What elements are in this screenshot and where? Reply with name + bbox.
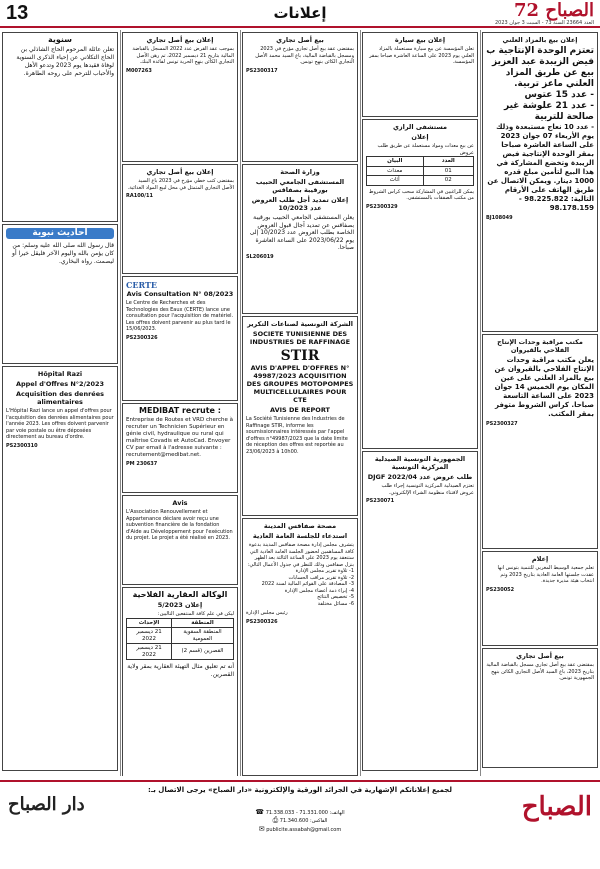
ad-certe bbox=[122, 276, 238, 401]
ad-ref: PS2300310 bbox=[6, 442, 38, 449]
ad-subtitle: AVIS D'APPEL D'OFFRES N° 49987/2023 ACQUISITION DES GROUPES MOTOPOMPES MULTICELLULAIRES POUR CTE bbox=[246, 364, 354, 404]
agenda-item: 4- إبراء ذمة أعضاء مجلس الإدارة bbox=[284, 587, 354, 594]
table-cell: 21 ديسمبر 2022 bbox=[127, 644, 172, 660]
ad-text: يعلن مكتب مراقبة وحدات الإنتاج الفلاحي بالقيروان عن بيع بالمزاد العلني على عين المكان يوم الخميس 14 جوان 2023 على الساعة التاسعة صباحا. كراس الشروط متوفر بمقر المكتب. bbox=[494, 356, 594, 418]
ad-signature: رئيس مجلس الإدارة bbox=[246, 610, 288, 616]
ad-table bbox=[126, 618, 234, 661]
ad-land-agency bbox=[122, 587, 238, 776]
column-1 bbox=[480, 30, 600, 776]
ad-title: مستشفى الرازي bbox=[392, 123, 448, 131]
ad-bourguiba-hospital bbox=[242, 164, 358, 314]
ad-title: مصحة صفاقس المدينة bbox=[263, 522, 337, 530]
agenda-item: 6- مسائل مختلفة bbox=[317, 600, 354, 607]
ad-text: يتشرف مجلس إدارة مصحة صفاقس المدينة بدعوة كافة المساهمين لحضور الجلسة العامة العادية التي ستنعقد يوم 2023 على الساعة الثالثة بعد الظهر بنزل صفاقس وذلك للنظر في جدول الأعمال التالي: bbox=[247, 542, 354, 568]
ad-business-sale-3 bbox=[122, 32, 238, 162]
ad-title: الشركة التونسية لصناعات التكرير bbox=[247, 320, 353, 328]
section-title: إعلانات bbox=[273, 4, 327, 22]
ad-item: - عدد 15 عتوس bbox=[524, 90, 594, 100]
logo-number: 72 bbox=[514, 0, 540, 21]
ad-text: تعتزم الوحدة الإنتاجية ب فيض الزيبدة عبد العزيز بيع عن طريق المزاد العلني ماعز تربية. bbox=[486, 46, 594, 89]
ad-title: Avis bbox=[172, 499, 188, 507]
footer-title: لجميع إعلاناتكم الإشهارية في الجرائد الورقية والإلكترونية «دار الصباح» يرجى الاتصال بـ: bbox=[148, 786, 452, 794]
ad-business-sale-2 bbox=[242, 32, 358, 162]
ad-text: بمقتضى عقد بيع أصل تجاري مؤرخ في 2023 ومسجل بالقباضة المالية، باع السيد محمد الأصل التجاري الكائن بنهج تونس. bbox=[255, 46, 354, 65]
table-cell: أثاث bbox=[367, 176, 424, 186]
ad-title: Hôpital Razi bbox=[37, 370, 83, 378]
table-row bbox=[127, 628, 234, 644]
ad-title: إعلان بيع سيارة bbox=[394, 36, 446, 44]
fax-icon: ⎙ bbox=[272, 816, 279, 824]
ad-text: يعلن المستشفى الجامعي الحبيب بورقيبة بصفاقس عن تمديد آجال قبول العروض الخاصة بطلب العروض عدد 10/2023 إلى يوم 2023/06/22 على الساعة العاشرة صباحا. bbox=[249, 214, 354, 251]
ad-item: - عدد 21 علوشة غير صالحة للتربية bbox=[504, 101, 594, 122]
page-footer bbox=[0, 780, 600, 869]
table-cell: 01 bbox=[423, 166, 474, 176]
logo-text: الصباح bbox=[545, 0, 594, 21]
footer-contacts bbox=[180, 808, 420, 833]
table-header: المنطقة bbox=[171, 618, 233, 628]
ad-title: إعلان بيع أصل تجاري bbox=[146, 36, 214, 44]
agenda-item: 2- تلاوة تقرير مراقب الحسابات bbox=[288, 574, 354, 581]
ad-title: بيع أصل تجاري bbox=[516, 652, 564, 660]
ad-ref: SL206019 bbox=[246, 253, 274, 260]
ad-title: مكتب مراقبة وحدات الإنتاج الفلاحي بالقيروان bbox=[497, 338, 583, 354]
ad-subtitle: Appel d'Offres N°2/2023 bbox=[15, 380, 105, 388]
ad-subtitle-2: AVIS DE REPORT bbox=[270, 406, 330, 414]
ad-title-fr: SOCIETE TUNISIENNE DES INDUSTRIES DE RAFFINAGE bbox=[249, 330, 351, 346]
ad-medibat bbox=[122, 403, 238, 493]
ad-text: تعلن عائلة المرحوم الحاج الشاذلي بن الحاج التكلاني عن إحياء الذكرى السنوية لوفاة فقيدها يوم 2023 وتدعو الأهل والأحباب للترحم على روحه الطاهرة. bbox=[16, 46, 114, 77]
ad-subtitle: استدعاء للجلسة العامة العادية bbox=[252, 532, 348, 540]
table-cell: 21 ديسمبر 2022 bbox=[127, 628, 172, 644]
ad-text: بمقتضى عقد بيع أصل تجاري مسجل بالقباضة المالية بتاريخ 2023، باع السيد الأصل التجاري الكائن بنهج الجمهورية تونس. bbox=[486, 662, 594, 681]
email-icon: ✉ bbox=[258, 825, 265, 833]
ad-text: بموجب عقد القرض عدد 2022 المسجل بالقباضة المالية بتاريخ 21 ديسمبر 2022، تم رهن الأصل التجاري الكائن بنهج الحرية تونس لفائدة البنك. bbox=[132, 46, 234, 65]
ad-text: يمكن للراغبين في المشاركة سحب كراس الشروط من مكتب الصفقات بالمستشفى. bbox=[368, 188, 474, 201]
masthead-logo bbox=[514, 0, 594, 21]
footer-phone: ☎ الهاتف: 71.331.000 - 71.338.033 bbox=[255, 808, 345, 816]
table-header: البيان bbox=[367, 157, 424, 167]
ad-text: تعلم جمعية الوسيط المغربي للتنمية بتونس انها عقدت جلستها العامة العادية بتاريخ 2023 وتم انتخاب هيئة مديرة جديدة. bbox=[497, 565, 594, 584]
ad-text: L'Association Renouvellement et Appartenance déclare avoir reçu une subvention financière de la fondation d'Aide au Développement pour l'exécution du projet. Le projet a été réalisé en 2023. bbox=[126, 509, 233, 541]
ad-text: L'Hôpital Razi lance un appel d'offres pour l'acquisition des denrées alimentaires pour l'année 2023. Les offres doivent parvenir par voie postale ou être déposées directement au bureau d'ordre. bbox=[6, 408, 114, 440]
ad-car-sale bbox=[362, 32, 478, 117]
ad-business-sale bbox=[482, 648, 598, 768]
ad-text: عن بيع معدات ومواد مستعملة عن طريق طلب عروض bbox=[377, 143, 474, 156]
ad-subtitle-2: Acquisition des denrées alimentaires bbox=[16, 390, 104, 406]
ad-control-office bbox=[482, 334, 598, 549]
ad-title: بيع أصل تجاري bbox=[276, 36, 324, 44]
hadith-box bbox=[2, 224, 118, 364]
hadith-text: قال رسول الله صلى الله عليه وسلم: من كان يؤمن بالله واليوم الآخر فليقل خيرا أو ليصمت. رواه البخاري. bbox=[12, 241, 114, 265]
table-cell: 02 bbox=[423, 176, 474, 186]
table-row bbox=[367, 176, 474, 186]
ad-subtitle: إعلان 5/2023 bbox=[157, 601, 203, 609]
table-row bbox=[367, 166, 474, 176]
ad-avis-association bbox=[122, 495, 238, 585]
ad-ref: PS2300329 bbox=[366, 203, 398, 210]
column-5 bbox=[0, 30, 120, 776]
ad-text: Le Centre de Recherches et des Technologies des Eaux (CERTE) lance une consultation pour l'acquisition de matériel. Les offres doivent parvenir au plus tard le 15/06/2023. bbox=[126, 300, 234, 332]
ad-ref: PS2300327 bbox=[486, 421, 518, 427]
ad-text: La Société Tunisienne des Industries de Raffinage STIR, informe les soumissionnaires intéressés par l'appel d'offres n°49987/2023 que la date limite de réception des offres est reportée au 23/06/2023 à 10h00. bbox=[246, 416, 348, 455]
ad-text-more: - عدد 10 نعاج مستبعدة وذلك يوم الأربعاء 07 جوان 2023 على الساعة العاشرة صباحا بمقر الوحدة الإنتاجية فيض الزيبدة وتخضع المشاركة في هذا البيع لتأمين مبلغ قدره 1000 دينار. ويمكن الاتصال عن طريق الهاتف على الأرقام التالية: 98.225.822 - 98.178.159 bbox=[487, 123, 594, 212]
ad-title: إعلان بيع أصل تجاري bbox=[146, 168, 214, 176]
phone-icon: ☎ bbox=[255, 808, 265, 816]
ad-subtitle: إعلان تمديد أجل طلب العروض عدد 10/2023 bbox=[251, 196, 349, 212]
ad-ref: PS2300326 bbox=[246, 618, 278, 625]
table-row bbox=[127, 644, 234, 660]
ad-title: Avis Consultation N° 08/2023 bbox=[126, 290, 234, 298]
ad-table bbox=[366, 156, 474, 186]
agenda-item: 1- تلاوة تقرير مجلس الإدارة bbox=[295, 568, 354, 574]
ad-ref: BJ108049 bbox=[486, 215, 513, 221]
agenda-item: 3- المصادقة على القوائم المالية لسنة 2022 bbox=[261, 581, 354, 587]
ad-announcement bbox=[482, 551, 598, 646]
ad-text: بمقتضى كتب خطي مؤرخ في 2023 باع السيد الأصل التجاري المتمثل في محل لبيع المواد الغذائية. bbox=[127, 178, 234, 191]
table-header: الإحداث bbox=[127, 618, 172, 628]
ad-ref: PS2300317 bbox=[246, 67, 278, 74]
hadith-banner: أحاديث نبوية bbox=[6, 228, 114, 239]
ad-title: إعلان بيع بالمزاد العلني bbox=[502, 36, 578, 44]
table-cell: القصرين (قسم 2) bbox=[171, 644, 233, 660]
ad-text-foot: أنه تم تعليق مثال التهيئة العقارية بمقر ولاية القصرين. bbox=[127, 663, 234, 678]
ad-razi-hospital bbox=[362, 119, 478, 449]
ad-ref: M007263 bbox=[126, 67, 152, 74]
page-number: 13 bbox=[6, 2, 29, 24]
ad-business-sale-4 bbox=[122, 164, 238, 274]
footer-fax: ⎙ الفاكس: 71.340.600 bbox=[272, 816, 328, 824]
ad-title: الجمهورية التونسية الصيدلية المركزية التونسية bbox=[374, 455, 466, 471]
table-cell: معدات bbox=[367, 166, 424, 176]
ad-auction-goats bbox=[482, 32, 598, 332]
footer-logo: الصباح bbox=[521, 792, 592, 822]
stir-logo: STIR bbox=[280, 348, 320, 364]
ad-text: تعلن المؤسسة عن بيع سيارة مستعملة بالمزاد العلني يوم 2023 على الساعة العاشرة صباحا بمقر المؤسسة. bbox=[369, 46, 474, 65]
certe-logo: CERTE bbox=[126, 280, 158, 290]
ad-text: ليكن في علم كافة المنتفعين التاليين: bbox=[157, 611, 234, 617]
ad-ref: PS2300326 bbox=[126, 334, 158, 341]
ad-sfax-clinic bbox=[242, 518, 358, 776]
ad-razi-hospital-fr bbox=[2, 366, 118, 771]
ad-text: تعتزم الصيدلية المركزية التونسية إجراء طلب عروض لاقتناء منظومة الشراء الإلكتروني. bbox=[381, 483, 474, 496]
ad-ref: PM 230637 bbox=[126, 461, 158, 467]
ad-title: MEDIBAT recrute : bbox=[139, 406, 221, 415]
ad-memorial bbox=[2, 32, 118, 222]
footer-logo-left: دار الصباح bbox=[8, 794, 85, 815]
ad-central-pharmacy bbox=[362, 451, 478, 771]
ad-title: الوكالة العقارية الفلاحية bbox=[132, 590, 228, 599]
ad-text: Entreprise de Routes et VRD cherche à recruter un Technicien Supérieur en génie civil, hydraulique ou rural qui maîtrise Covadis et AutoCad. Envoyer CV par email à l'adresse suivante : recrutement@medibat.net. bbox=[126, 417, 234, 458]
table-header: العدد bbox=[423, 157, 474, 167]
agenda-item: 5- تخصيص النتائج bbox=[317, 594, 354, 600]
ad-title: المستشفى الجامعي الحبيب بورقيبة بصفاقس bbox=[255, 178, 345, 194]
ad-subtitle: طلب عروض عدد DJGF 2022/04 bbox=[367, 473, 473, 481]
column-2 bbox=[360, 30, 480, 776]
ad-subtitle: إعلان bbox=[411, 133, 429, 141]
table-cell: المنطقة السقوية العمومية bbox=[171, 628, 233, 644]
issue-line: العدد 23664 السنة 73 - السبت 3 جوان 2023 bbox=[494, 20, 594, 26]
ad-title: سنوية bbox=[47, 35, 72, 44]
column-3 bbox=[240, 30, 360, 776]
column-4 bbox=[120, 30, 240, 776]
page-header bbox=[0, 0, 600, 28]
ad-title: إعلام bbox=[531, 555, 549, 563]
ad-ref: RA100/11 bbox=[126, 193, 153, 199]
footer-email[interactable]: ✉ publicite.assabah@gmail.com bbox=[258, 825, 342, 833]
ad-stir bbox=[242, 316, 358, 516]
ad-ministry: وزارة الصحة bbox=[280, 168, 320, 176]
ad-ref: PS230052 bbox=[486, 586, 515, 593]
ad-ref: PS230071 bbox=[366, 498, 395, 504]
